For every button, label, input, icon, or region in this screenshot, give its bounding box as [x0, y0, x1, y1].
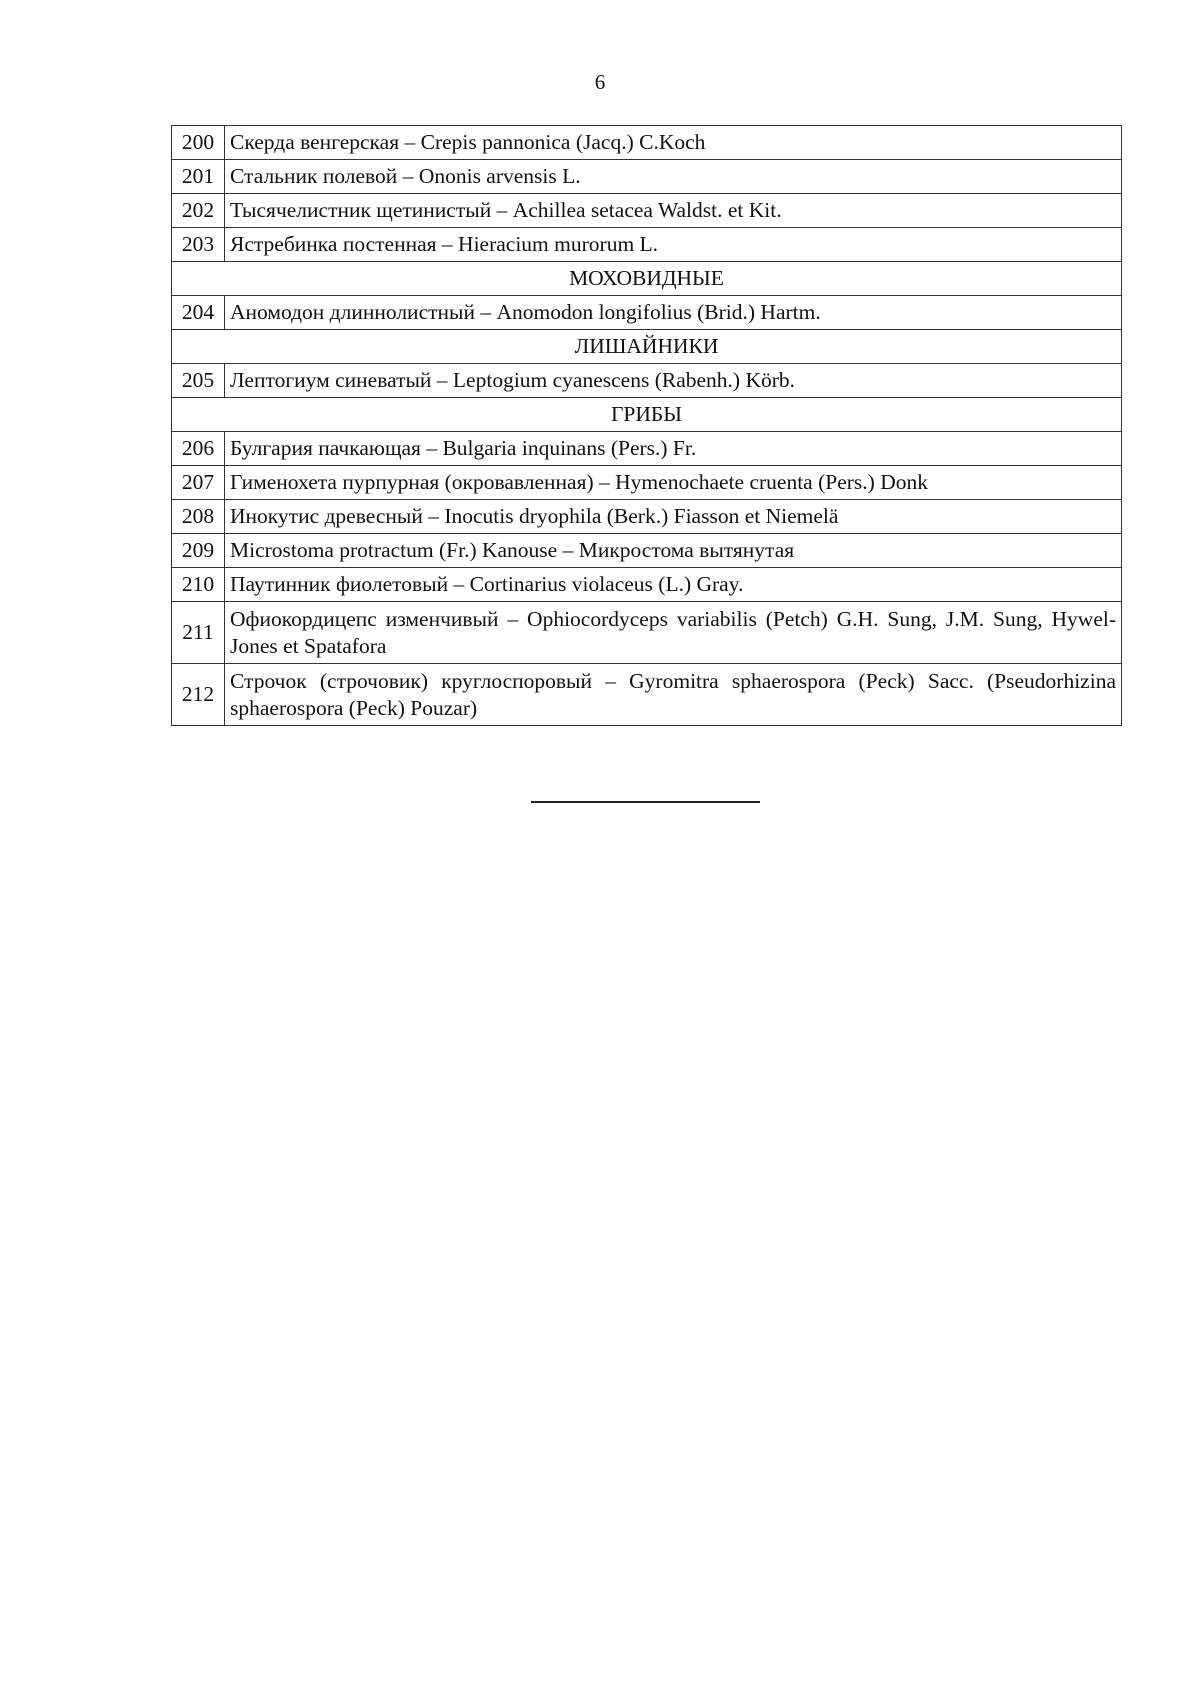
species-name: Тысячелистник щетинистый – Achillea setacea Waldst. et Kit.: [225, 194, 1122, 228]
table-row: [172, 126, 1122, 160]
table-row: [172, 296, 1122, 330]
section-header-row: [172, 330, 1122, 364]
species-name: Паутинник фиолетовый – Cortinarius violaceus (L.) Gray.: [225, 568, 1122, 602]
row-number: 210: [172, 568, 225, 602]
row-number: 202: [172, 194, 225, 228]
species-name: Лептогиум синеватый – Leptogium cyanescens (Rabenh.) Körb.: [225, 364, 1122, 398]
row-number: 205: [172, 364, 225, 398]
species-name: Скерда венгерская – Crepis pannonica (Jacq.) C.Koch: [225, 126, 1122, 160]
species-name: Microstoma protractum (Fr.) Kanouse – Микростома вытянутая: [225, 534, 1122, 568]
species-name: Инокутис древесный – Inocutis dryophila (Berk.) Fiasson et Niemelä: [225, 500, 1122, 534]
page-number: 6: [594, 70, 606, 94]
section-header-row: [172, 262, 1122, 296]
table-row: [172, 664, 1122, 726]
section-title: МОХОВИДНЫЕ: [172, 262, 1122, 296]
table-row: [172, 194, 1122, 228]
section-header-row: [172, 398, 1122, 432]
species-name: Стальник полевой – Ononis arvensis L.: [225, 160, 1122, 194]
row-number: 207: [172, 466, 225, 500]
table-row: [172, 568, 1122, 602]
table-row: [172, 160, 1122, 194]
end-of-list-rule: [531, 801, 760, 803]
row-number: 204: [172, 296, 225, 330]
table-row: [172, 466, 1122, 500]
table-row: [172, 534, 1122, 568]
species-name: Гименохета пурпурная (окровавленная) – Hymenochaete cruenta (Pers.) Donk: [225, 466, 1122, 500]
section-title: ЛИШАЙНИКИ: [172, 330, 1122, 364]
row-number: 201: [172, 160, 225, 194]
table-row: [172, 500, 1122, 534]
species-name: Строчок (строчовик) круглоспоровый – Gyromitra sphaerospora (Peck) Sacc. (Pseudorhizina sphaerospora (Peck) Pouzar): [225, 664, 1122, 726]
table-row: [172, 602, 1122, 664]
table-row: [172, 228, 1122, 262]
table-row: [172, 364, 1122, 398]
species-table: [171, 125, 1122, 726]
table-row: [172, 432, 1122, 466]
row-number: 208: [172, 500, 225, 534]
species-name: Офиокордицепс изменчивый – Ophiocordyceps variabilis (Petch) G.H. Sung, J.M. Sung, Hywel-Jones et Spatafora: [225, 602, 1122, 664]
row-number: 206: [172, 432, 225, 466]
species-name: Ястребинка постенная – Hieracium murorum L.: [225, 228, 1122, 262]
row-number: 200: [172, 126, 225, 160]
species-name: Булгария пачкающая – Bulgaria inquinans (Pers.) Fr.: [225, 432, 1122, 466]
row-number: 212: [172, 664, 225, 726]
row-number: 211: [172, 602, 225, 664]
section-title: ГРИБЫ: [172, 398, 1122, 432]
row-number: 209: [172, 534, 225, 568]
species-name: Аномодон длиннолистный – Anomodon longifolius (Brid.) Hartm.: [225, 296, 1122, 330]
row-number: 203: [172, 228, 225, 262]
